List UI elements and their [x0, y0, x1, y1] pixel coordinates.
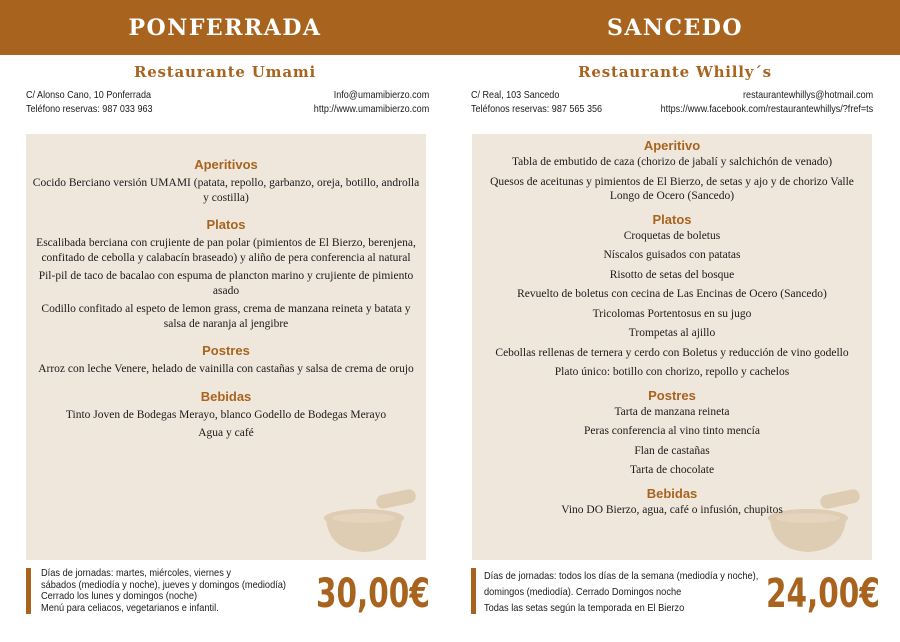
city-title: PONFERRADA [128, 14, 322, 41]
menu-item: Risotto de setas del bosque [609, 268, 735, 281]
address: C/ Alonso Cano, 10 Ponferrada [26, 89, 152, 101]
online-contact-block [660, 88, 873, 116]
section-title: Postres [648, 387, 696, 403]
menu-item: Tricolomas Portentosus en su jugo [592, 307, 752, 320]
phone: Teléfono reservas: 987 033 963 [26, 103, 153, 115]
menu-item: Agua y café [198, 427, 254, 439]
menu-item: Revuelto de boletus con cecina de Las Encinas de Ocero (Sancedo) [517, 288, 827, 300]
section-title: Aperitivos [194, 157, 258, 172]
website-link[interactable]: http://www.umamibierzo.com [313, 103, 429, 115]
address: C/ Real, 103 Sancedo [471, 89, 560, 101]
menu-item: Escalibada berciana con crujiente de pan polar (pimientos de El Bierzo, berenjena, confitado de cebolla y calabacín braseado) y aliño de pera conferencia al natural [36, 237, 416, 264]
section-title: Bebidas [200, 388, 252, 404]
menu-item: Pil-pil de taco de bacalao con espuma de plancton marino y crujiente de pimiento asado [38, 270, 414, 297]
section-title: Bebidas [646, 485, 698, 501]
email-link[interactable]: Info@umamibierzo.com [333, 89, 429, 101]
schedule-line: Días de jornadas: todos los días de la semana (mediodía y noche), [484, 570, 759, 582]
menu-item: Cocido Berciano versión UMAMI (patata, repollo, garbanzo, oreja, botillo, androlla y costilla) [32, 177, 420, 204]
schedule-line: sábados (mediodía y noche), jueves y domingos (mediodía) [41, 578, 286, 591]
schedule-line: Menú para celiacos, vegetarianos e infantil. [41, 601, 219, 614]
email-link[interactable]: restaurantewhillys@hotmail.com [742, 89, 873, 101]
online-contact-block [314, 88, 429, 116]
contact-block [471, 88, 602, 116]
menu-list [472, 137, 872, 522]
menu-item: Croquetas de boletus [623, 229, 721, 242]
menu-item: Vino DO Bierzo, agua, café o infusión, chupitos [561, 503, 783, 516]
restaurant-name: Restaurante Whilly´s [578, 63, 772, 81]
restaurant-name: Restaurante Umami [133, 63, 317, 81]
schedule-line: domingos (mediodía). Cerrado Domingos noche [484, 586, 682, 598]
schedule-line: Días de jornadas: martes, miércoles, viernes y [41, 567, 232, 579]
contact-block [26, 88, 153, 116]
menu-item: Quesos de aceitunas y pimientos de El Bierzo, de setas y ajo y de chorizo Valle Longo de Ocero (Sancedo) [490, 175, 854, 202]
menu-item: Arroz con leche Venere, helado de vainilla con castañas y salsa de crema de orujo [38, 363, 414, 375]
menu-page-sancedo [450, 0, 900, 642]
schedule-info [484, 568, 758, 616]
header-band [0, 0, 450, 55]
menu-item: Tarta de chocolate [629, 464, 715, 476]
schedule-line: Todas las setas según la temporada en El Bierzo [484, 602, 685, 614]
schedule-line: Cerrado los lunes y domingos (noche) [41, 590, 198, 602]
menu-price: 30,00€ [316, 571, 430, 617]
header-band [450, 0, 900, 55]
section-title: Platos [206, 217, 246, 232]
menu-list [26, 156, 426, 445]
menu-price: 24,00€ [766, 571, 880, 617]
menu-item: Trompetas al ajillo [628, 327, 716, 339]
menu-item: Níscalos guisados con patatas [603, 249, 741, 261]
menu-item: Codillo confitado al espeto de lemon grass, crema de manzana reineta y batata y salsa de naranja al jengibre [41, 303, 411, 330]
menu-item: Tinto Joven de Bodegas Merayo, blanco Godello de Bodegas Merayo [65, 408, 387, 421]
menu-item: Flan de castañas [634, 444, 710, 457]
footer-accent-bar [471, 568, 476, 614]
menu-item: Tabla de embutido de caza (chorizo de jabalí y salchichón de venado) [511, 156, 833, 168]
section-title: Platos [652, 211, 692, 227]
menu-item: Cebollas rellenas de ternera y cerdo con Boletus y reducción de vino godello [495, 346, 849, 359]
phone: Teléfonos reservas: 987 565 356 [471, 103, 603, 115]
menu-item: Plato único: botillo con chorizo, repollo y cachelos [554, 366, 790, 378]
mortar-icon [318, 488, 428, 560]
website-link[interactable]: https://www.facebook.com/restaurantewhillys/?fref=ts [660, 103, 873, 115]
schedule-info [41, 568, 286, 614]
menu-item: Tarta de manzana reineta [614, 405, 730, 418]
menu-item: Peras conferencia al vino tinto mencía [584, 425, 760, 437]
section-title: Postres [202, 343, 250, 358]
footer-accent-bar [26, 568, 31, 614]
city-title: SANCEDO [606, 14, 744, 41]
section-title: Aperitivo [643, 138, 701, 153]
